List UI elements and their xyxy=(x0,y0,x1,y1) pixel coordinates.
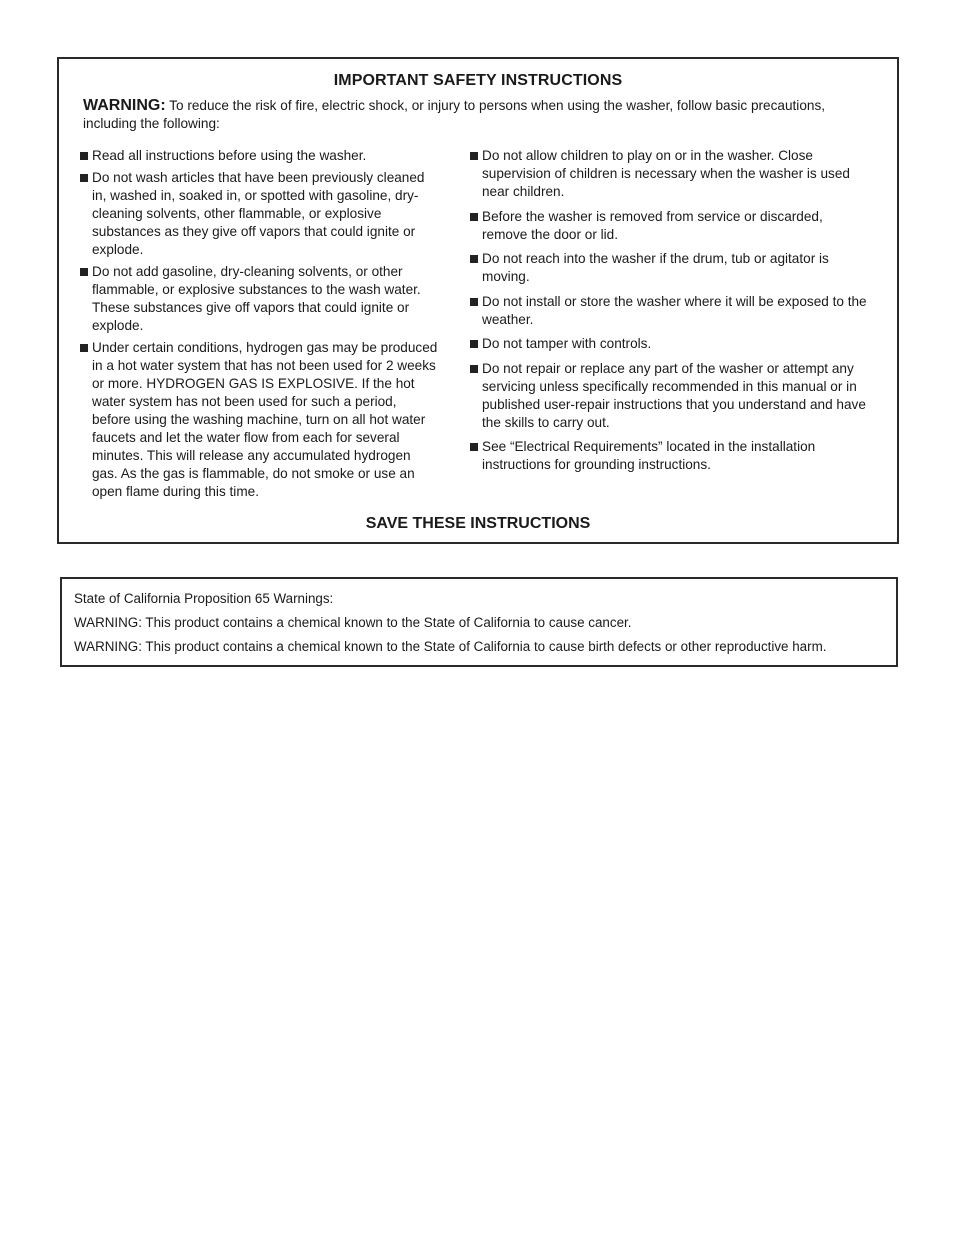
list-item: Do not repair or replace any part of the washer or attempt any servicing unless specifically recommended in this manual or in published user-repair instructions that you understand and have the skills to carry out. xyxy=(468,360,868,432)
list-item: Do not wash articles that have been previously cleaned in, washed in, soaked in, or spotted with gasoline, dry-cleaning solvents, other flammable, or explosive substances as they give off vapors that could ignite or explode. xyxy=(78,169,438,259)
square-bullet-icon xyxy=(470,213,478,221)
list-item: See “Electrical Requirements” located in the installation instructions for grounding instructions. xyxy=(468,438,868,474)
left-column xyxy=(78,147,438,505)
save-instructions-title: SAVE THESE INSTRUCTIONS xyxy=(365,515,591,532)
list-item: Do not allow children to play on or in the washer. Close supervision of children is necessary when the washer is used near children. xyxy=(468,147,868,201)
prop65-warning-cancer: WARNING: This product contains a chemical known to the State of California to cause cancer. xyxy=(74,615,632,630)
list-item: Do not reach into the washer if the drum, tub or agitator is moving. xyxy=(468,250,868,286)
square-bullet-icon xyxy=(80,268,88,276)
square-bullet-icon xyxy=(470,255,478,263)
square-bullet-icon xyxy=(470,152,478,160)
list-item: Do not install or store the washer where it will be exposed to the weather. xyxy=(468,293,868,329)
square-bullet-icon xyxy=(80,152,88,160)
square-bullet-icon xyxy=(470,365,478,373)
safety-title: IMPORTANT SAFETY INSTRUCTIONS xyxy=(333,72,623,89)
prop65-warning-birth-defects: WARNING: This product contains a chemical known to the State of California to cause birth defects or other reproductive harm. xyxy=(74,639,827,654)
square-bullet-icon xyxy=(470,443,478,451)
warning-intro xyxy=(83,97,873,133)
square-bullet-icon xyxy=(80,174,88,182)
warning-label: WARNING: xyxy=(83,97,166,114)
list-item: Do not tamper with controls. xyxy=(468,335,868,353)
square-bullet-icon xyxy=(470,340,478,348)
warning-text: To reduce the risk of fire, electric shock, or injury to persons when using the washer, follow basic precautions, including the following: xyxy=(83,98,826,131)
square-bullet-icon xyxy=(80,344,88,352)
prop65-box xyxy=(60,577,898,667)
list-item: Do not add gasoline, dry-cleaning solvents, or other flammable, or explosive substances to the wash water. These substances give off vapors that could ignite or explode. xyxy=(78,263,438,335)
prop65-heading: State of California Proposition 65 Warnings: xyxy=(74,591,334,606)
square-bullet-icon xyxy=(470,298,478,306)
list-item: Before the washer is removed from service or discarded, remove the door or lid. xyxy=(468,208,868,244)
right-column xyxy=(468,147,868,481)
list-item: Under certain conditions, hydrogen gas may be produced in a hot water system that has not been used for 2 weeks or more. HYDROGEN GAS IS EXPLOSIVE. If the hot water system has not been used for such a period, before using the washing machine, turn on all hot water faucets and let the water flow from each for several minutes. This will release any accumulated hydrogen gas. As the gas is flammable, do not smoke or use an open flame during this time. xyxy=(78,339,438,501)
safety-instructions-box xyxy=(57,57,899,544)
list-item: Read all instructions before using the washer. xyxy=(78,147,438,165)
